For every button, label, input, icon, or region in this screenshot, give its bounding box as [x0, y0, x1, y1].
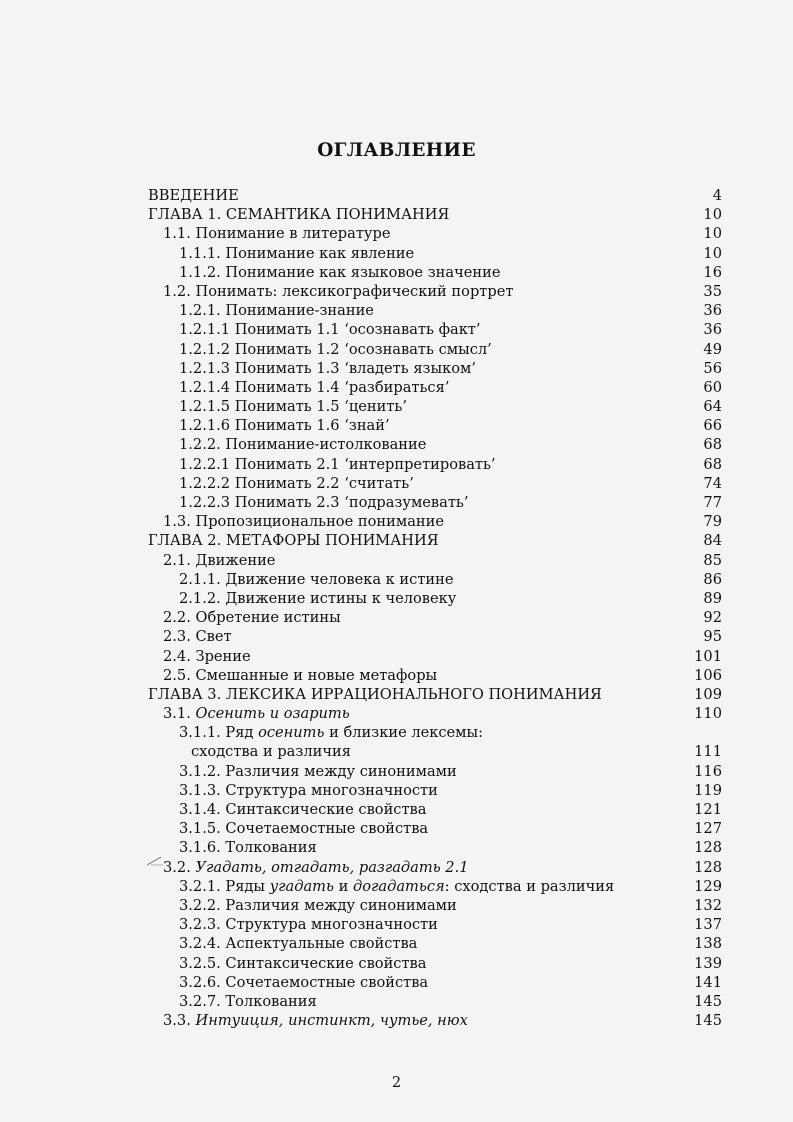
toc-entry-label: и близкие лексемы: — [324, 724, 484, 742]
toc-entry[interactable] — [148, 915, 722, 934]
toc-entry-page: 79 — [703, 513, 722, 531]
toc-entry[interactable] — [148, 1011, 722, 1030]
toc-entry[interactable] — [148, 858, 722, 877]
toc-entry[interactable] — [148, 320, 722, 339]
page-number: 2 — [391, 1074, 402, 1091]
toc-entry-label: 3.1.3. Структура многозначности — [179, 781, 438, 799]
toc-entry[interactable] — [148, 263, 722, 282]
toc-entry-page: 109 — [694, 685, 722, 703]
toc-entry-italic: Осенить и озарить — [195, 705, 350, 723]
toc-entry-label: : сходства и различия — [444, 877, 615, 895]
toc-entry[interactable] — [148, 973, 722, 992]
toc-entry-page: 16 — [703, 263, 722, 281]
toc-entry-label: 1.1. Понимание в литературе — [163, 225, 391, 243]
toc-entry-page: 119 — [694, 781, 722, 799]
toc-entry-label: 2.5. Смешанные и новые метафоры — [163, 666, 438, 684]
toc-entry-label: ВВЕДЕНИЕ — [148, 187, 239, 204]
toc-entry-label: 1.2.2.1 Понимать 2.1 ‘интерпретировать’ — [179, 455, 496, 473]
toc-entry-italic: Интуиция, инстинкт, чутье, нюх — [195, 1012, 468, 1030]
toc-entry-page: 138 — [694, 935, 722, 953]
toc-entry-page: 121 — [694, 801, 722, 818]
toc-entry-number: 3.3. — [163, 1012, 191, 1030]
toc-entry-page: 110 — [694, 705, 722, 723]
toc-entry-label: 3.2.1. Ряды — [179, 877, 270, 895]
toc-entry-italic: угадать — [269, 877, 334, 895]
toc-entry-label: ГЛАВА 3. ЛЕКСИКА ИРРАЦИОНАЛЬНОГО ПОНИМАНИЯ — [148, 685, 602, 703]
toc-entry-label: сходства и различия — [191, 743, 351, 761]
toc-entry-label: 1.2.2.2 Понимать 2.2 ‘считать’ — [179, 474, 414, 492]
toc-entry[interactable] — [148, 224, 722, 243]
toc-entry-label: 3.1.6. Толкования — [179, 839, 317, 857]
toc-entry[interactable] — [148, 723, 722, 761]
toc-entry-label: 3.1.1. Ряд — [179, 724, 259, 742]
toc-entry-page: 116 — [694, 762, 722, 780]
toc-entry[interactable] — [148, 570, 722, 589]
toc-entry[interactable] — [148, 435, 722, 454]
toc-entry-label: 3.2.2. Различия между синонимами — [179, 896, 457, 914]
toc-entry[interactable] — [148, 608, 722, 627]
toc-entry-page: 129 — [694, 877, 722, 895]
toc-entry[interactable] — [148, 531, 722, 550]
toc-entry[interactable] — [148, 282, 722, 301]
toc-entry[interactable] — [148, 455, 722, 474]
toc-entry-page: 4 — [712, 187, 722, 204]
toc-entry-label: 2.3. Свет — [163, 628, 232, 646]
toc-entry-label: 1.2. Понимать: лексикографический портрет — [163, 282, 514, 300]
toc-entry-page: 60 — [703, 378, 722, 396]
toc-entry[interactable] — [148, 627, 722, 646]
toc-entry-label: 1.1.1. Понимание как явление — [179, 244, 415, 262]
toc-entry-page: 85 — [703, 551, 722, 569]
toc-entry-italic: догадаться — [352, 877, 445, 895]
toc-entry-label: ГЛАВА 2. МЕТАФОРЫ ПОНИМАНИЯ — [148, 532, 439, 550]
toc-entry[interactable] — [148, 244, 722, 263]
toc-entry-page: 68 — [703, 436, 722, 454]
toc-entry-page: 35 — [703, 282, 722, 300]
toc-entry-label: 1.2.1. Понимание-знание — [179, 302, 374, 320]
toc-entry-page: 128 — [694, 858, 722, 876]
toc-entry[interactable] — [148, 954, 722, 973]
toc-entry-page: 64 — [703, 398, 722, 416]
toc-entry-page: 145 — [694, 992, 722, 1010]
toc-entry-page: 106 — [694, 666, 722, 684]
toc-entry-label — [163, 704, 350, 723]
toc-entry[interactable] — [148, 685, 722, 704]
toc-entry-label — [163, 858, 469, 877]
toc-entry-page: 49 — [703, 340, 722, 358]
toc-entry[interactable] — [148, 800, 722, 819]
toc-entry[interactable] — [148, 474, 722, 493]
toc-entry[interactable] — [148, 186, 722, 205]
toc-entry-label: 2.2. Обретение истины — [163, 609, 341, 627]
toc-entry-label: 3.1.5. Сочетаемостные свойства — [179, 820, 429, 838]
toc-entry-label: 1.2.1.6 Понимать 1.6 ‘знай’ — [179, 417, 390, 435]
toc-entry[interactable] — [148, 992, 722, 1011]
toc-entry-label — [179, 877, 614, 896]
toc-entry-number: 3.2. — [163, 858, 191, 876]
toc-entry[interactable] — [148, 493, 722, 512]
toc-entry-page: 84 — [703, 532, 722, 550]
toc-entry-page: 74 — [703, 474, 722, 492]
toc-entry-page: 127 — [694, 820, 722, 838]
toc-entry-page: 137 — [694, 916, 722, 934]
toc-entry[interactable] — [148, 762, 722, 781]
toc-entry-italic: осенить — [258, 724, 325, 742]
toc-entry-page: 56 — [703, 359, 722, 377]
toc-entry-page: 89 — [703, 589, 722, 607]
toc-entry-label: 2.1.1. Движение человека к истине — [179, 570, 454, 588]
toc-entry[interactable] — [148, 666, 722, 685]
toc-entry-page: 95 — [703, 628, 722, 646]
toc-entry-label: 1.2.2. Понимание-истолкование — [179, 436, 427, 454]
pencil-mark — [146, 854, 164, 866]
toc-entry-label: 1.2.1.4 Понимать 1.4 ‘разбираться’ — [179, 378, 450, 396]
toc-entry[interactable] — [148, 397, 722, 416]
toc-entry-label — [163, 1011, 468, 1030]
toc-entry-page: 92 — [703, 609, 722, 627]
toc-entry[interactable] — [148, 647, 722, 666]
toc-entry-label: и — [333, 877, 353, 895]
toc-entry-label: 1.3. Пропозициональное понимание — [163, 513, 444, 531]
toc-entry[interactable] — [148, 589, 722, 608]
toc-entry-page: 10 — [703, 206, 722, 224]
toc-entry-label: 3.1.2. Различия между синонимами — [179, 762, 457, 780]
toc-entry-page: 145 — [694, 1012, 722, 1030]
toc-entry-label: 3.2.6. Сочетаемостные свойства — [179, 973, 429, 991]
toc-entry-page: 36 — [703, 302, 722, 320]
toc-entry-label: 3.2.5. Синтаксические свойства — [179, 954, 427, 972]
page-title: ОГЛАВЛЕНИЕ — [317, 140, 476, 161]
toc-entry-label: 1.2.1.3 Понимать 1.3 ‘владеть языком’ — [179, 359, 477, 377]
toc-entry-label: 1.1.2. Понимание как языковое значение — [179, 263, 501, 281]
toc-entry[interactable] — [148, 378, 722, 397]
toc-entry[interactable] — [148, 704, 722, 723]
toc-entry-page: 68 — [703, 455, 722, 473]
toc-entry[interactable] — [148, 512, 722, 531]
toc-entry-page: 66 — [703, 417, 722, 435]
toc-entry-page: 141 — [694, 973, 722, 991]
toc-entry-italic: Угадать, отгадать, разгадать 2.1 — [195, 858, 469, 876]
toc-entry[interactable] — [148, 340, 722, 359]
toc-entry-label: 1.2.1.5 Понимать 1.5 ‘ценить’ — [179, 398, 407, 416]
toc-entry-page: 86 — [703, 570, 722, 588]
toc-entry[interactable] — [148, 838, 722, 857]
toc-entry[interactable] — [148, 205, 722, 224]
toc-entry[interactable] — [148, 359, 722, 378]
toc-entry-label: 3.1.4. Синтаксические свойства — [179, 801, 427, 818]
table-of-contents — [148, 186, 722, 1030]
toc-entry[interactable] — [148, 896, 722, 915]
toc-entry-page: 128 — [694, 839, 722, 857]
toc-entry-label: 1.2.1.2 Понимать 1.2 ‘осознавать смысл’ — [179, 340, 492, 358]
toc-entry-label: 2.1. Движение — [163, 551, 276, 569]
toc-entry-page: 139 — [694, 954, 722, 972]
toc-entry[interactable] — [148, 934, 722, 953]
toc-entry-page: 111 — [694, 743, 722, 761]
toc-entry-page: 132 — [694, 896, 722, 914]
toc-entry-label: 3.2.4. Аспектуальные свойства — [179, 935, 418, 953]
toc-entry-page: 36 — [703, 321, 722, 339]
toc-entry-page: 10 — [703, 244, 722, 262]
toc-entry-page: 10 — [703, 225, 722, 243]
toc-entry-label: 1.2.1.1 Понимать 1.1 ‘осознавать факт’ — [179, 321, 481, 339]
toc-entry-number: 3.1. — [163, 705, 191, 723]
toc-entry-page: 101 — [694, 647, 722, 665]
toc-entry[interactable] — [148, 301, 722, 320]
toc-entry[interactable] — [148, 877, 722, 896]
toc-entry-page: 77 — [703, 494, 722, 511]
toc-entry[interactable] — [148, 416, 722, 435]
toc-entry-label: 1.2.2.3 Понимать 2.3 ‘подразумевать’ — [179, 494, 469, 511]
toc-entry-label: 2.4. Зрение — [163, 647, 251, 665]
toc-entry-label: 2.1.2. Движение истины к человеку — [179, 589, 457, 607]
toc-entry[interactable] — [148, 819, 722, 838]
toc-entry[interactable] — [148, 551, 722, 570]
toc-entry-label: 3.2.3. Структура многозначности — [179, 916, 438, 934]
toc-entry-label: ГЛАВА 1. СЕМАНТИКА ПОНИМАНИЯ — [148, 206, 450, 224]
toc-entry-label: 3.2.7. Толкования — [179, 992, 317, 1010]
toc-entry[interactable] — [148, 781, 722, 800]
